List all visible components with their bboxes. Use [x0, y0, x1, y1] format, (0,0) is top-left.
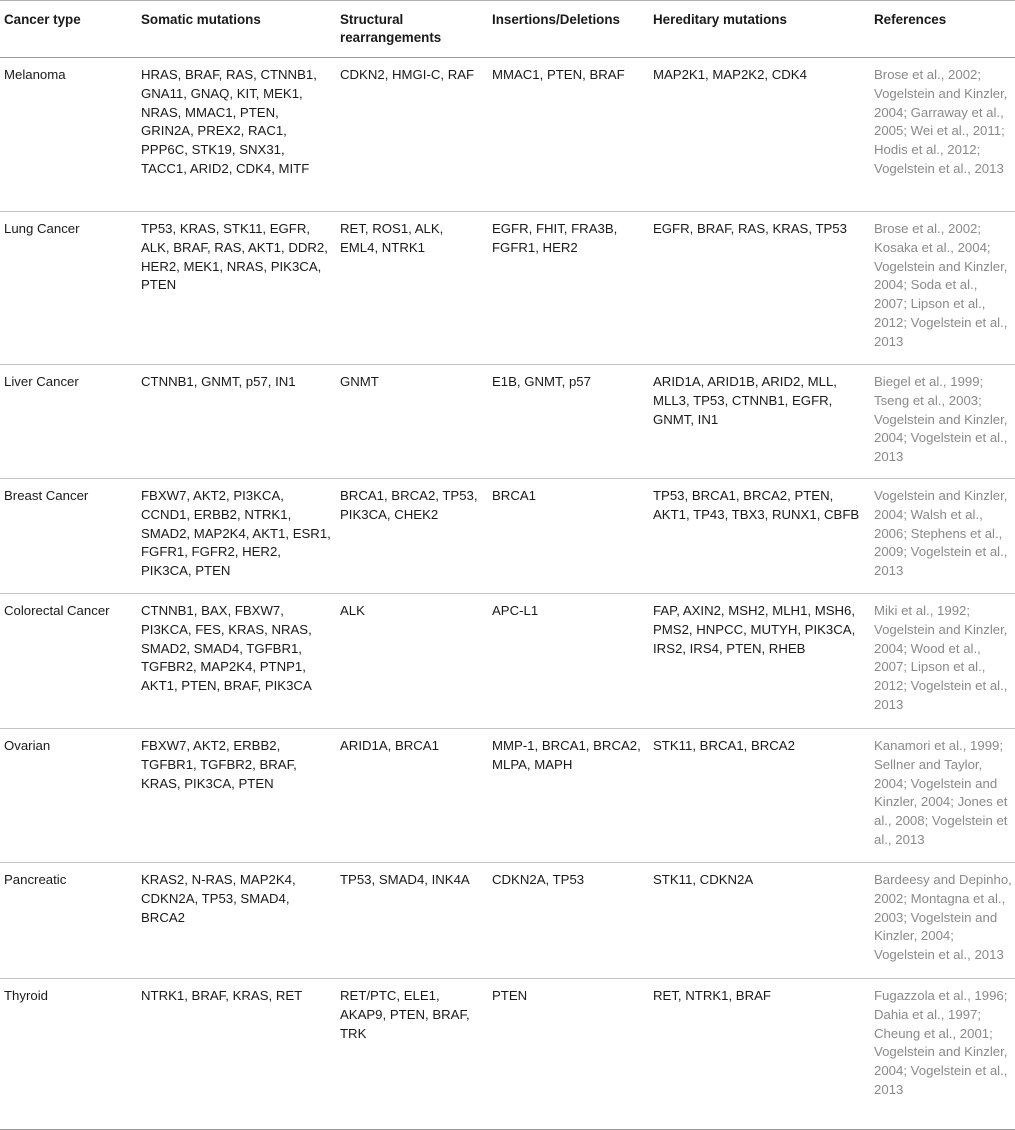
cell-references: Bardeesy and Depinho, 2002; Montagna et al., 2003; Vogelstein and Kinzler, 2004; Vogelstein et al., 2013 — [874, 872, 1012, 963]
cell-hereditary-mutations: STK11, CDKN2A — [653, 872, 754, 887]
cell-cancer-type: Liver Cancer — [4, 374, 79, 389]
cell-references: Biegel et al., 1999; Tseng et al., 2003; Vogelstein and Kinzler, 2004; Vogelstein et al., 2013 — [874, 374, 1008, 465]
cell-insertions-deletions: PTEN — [492, 988, 528, 1003]
cell-insertions-deletions: APC-L1 — [492, 603, 539, 618]
cell-cancer-type: Thyroid — [4, 988, 48, 1003]
header-structural-rearrangements: Structural rearrangements — [340, 12, 442, 45]
header-cancer-type: Cancer type — [4, 12, 81, 27]
cell-somatic-mutations: HRAS, BRAF, RAS, CTNNB1, GNA11, GNAQ, KIT, MEK1, NRAS, MMAC1, PTEN, GRIN2A, PREX2, RAC1, PPP6C, STK19, SNX31, TACC1, ARID2, CDK4, MITF — [141, 67, 317, 176]
header-row — [0, 1, 1015, 58]
cell-hereditary-mutations: FAP, AXIN2, MSH2, MLH1, MSH6, PMS2, HNPCC, MUTYH, PIK3CA, IRS2, IRS4, PTEN, RHEB — [653, 603, 856, 656]
cell-references: Kanamori et al., 1999; Sellner and Taylor, 2004; Vogelstein and Kinzler, 2004; Jones et al., 2008; Vogelstein et al., 2013 — [874, 738, 1008, 847]
cell-references: Brose et al., 2002; Vogelstein and Kinzler, 2004; Garraway et al., 2005; Wei et al., 2011; Hodis et al., 2012; Vogelstein et al., 2013 — [874, 67, 1008, 176]
table-header — [0, 1, 1015, 58]
cell-hereditary-mutations: MAP2K1, MAP2K2, CDK4 — [653, 67, 807, 82]
cell-somatic-mutations: CTNNB1, GNMT, p57, IN1 — [141, 374, 296, 389]
cell-structural-rearrangements: RET, ROS1, ALK, EML4, NTRK1 — [340, 221, 444, 255]
cell-structural-rearrangements: GNMT — [340, 374, 379, 389]
cell-structural-rearrangements: ALK — [340, 603, 365, 618]
cell-somatic-mutations: FBXW7, AKT2, PI3KCA, CCND1, ERBB2, NTRK1, SMAD2, MAP2K4, AKT1, ESR1, FGFR1, FGFR2, HER2, PIK3CA, PTEN — [141, 488, 331, 579]
cell-hereditary-mutations: RET, NTRK1, BRAF — [653, 988, 771, 1003]
cell-structural-rearrangements: RET/PTC, ELE1, AKAP9, PTEN, BRAF, TRK — [340, 988, 470, 1041]
cell-insertions-deletions: MMP-1, BRCA1, BRCA2, MLPA, MAPH — [492, 738, 641, 772]
cell-cancer-type: Breast Cancer — [4, 488, 89, 503]
cell-cancer-type: Colorectal Cancer — [4, 603, 110, 618]
cell-insertions-deletions: CDKN2A, TP53 — [492, 872, 585, 887]
cell-cancer-type: Melanoma — [4, 67, 66, 82]
table-row — [0, 58, 1015, 212]
cell-structural-rearrangements: ARID1A, BRCA1 — [340, 738, 439, 753]
cell-insertions-deletions: BRCA1 — [492, 488, 536, 503]
cell-references: Miki et al., 1992; Vogelstein and Kinzler, 2004; Wood et al., 2007; Lipson et al., 2012; Vogelstein et al., 2013 — [874, 603, 1008, 712]
cell-structural-rearrangements: TP53, SMAD4, INK4A — [340, 872, 470, 887]
cell-cancer-type: Ovarian — [4, 738, 51, 753]
cell-hereditary-mutations: ARID1A, ARID1B, ARID2, MLL, MLL3, TP53, CTNNB1, EGFR, GNMT, IN1 — [653, 374, 837, 427]
table-body — [0, 58, 1015, 1130]
cell-cancer-type: Lung Cancer — [4, 221, 80, 236]
cell-references: Vogelstein and Kinzler, 2004; Walsh et al., 2006; Stephens et al., 2009; Vogelstein et al., 2013 — [874, 488, 1008, 579]
cell-structural-rearrangements: BRCA1, BRCA2, TP53, PIK3CA, CHEK2 — [340, 488, 478, 522]
table-row — [0, 729, 1015, 863]
cell-cancer-type: Pancreatic — [4, 872, 67, 887]
cell-somatic-mutations: TP53, KRAS, STK11, EGFR, ALK, BRAF, RAS, AKT1, DDR2, HER2, MEK1, NRAS, PIK3CA, PTEN — [141, 221, 328, 293]
cell-somatic-mutations: CTNNB1, BAX, FBXW7, PI3KCA, FES, KRAS, NRAS, SMAD2, SMAD4, TGFBR1, TGFBR2, MAP2K4, PTNP1, AKT1, PTEN, BRAF, PIK3CA — [141, 603, 312, 694]
table-row — [0, 479, 1015, 594]
cell-insertions-deletions: E1B, GNMT, p57 — [492, 374, 591, 389]
header-somatic-mutations: Somatic mutations — [141, 12, 261, 27]
cell-references: Fugazzola et al., 1996; Dahia et al., 1997; Cheung et al., 2001; Vogelstein and Kinzler, 2004; Vogelstein et al., 2013 — [874, 988, 1008, 1097]
header-hereditary-mutations: Hereditary mutations — [653, 12, 787, 27]
table-row — [0, 594, 1015, 729]
cell-structural-rearrangements: CDKN2, HMGI-C, RAF — [340, 67, 475, 82]
cell-somatic-mutations: NTRK1, BRAF, KRAS, RET — [141, 988, 303, 1003]
cell-insertions-deletions: MMAC1, PTEN, BRAF — [492, 67, 625, 82]
cell-references: Brose et al., 2002; Kosaka et al., 2004; Vogelstein and Kinzler, 2004; Soda et al., 2007; Lipson et al., 2012; Vogelstein et al., 2013 — [874, 221, 1008, 349]
cell-hereditary-mutations: EGFR, BRAF, RAS, KRAS, TP53 — [653, 221, 847, 236]
cell-insertions-deletions: EGFR, FHIT, FRA3B, FGFR1, HER2 — [492, 221, 618, 255]
header-insertions-deletions: Insertions/Deletions — [492, 12, 620, 27]
cell-hereditary-mutations: TP53, BRCA1, BRCA2, PTEN, AKT1, TP43, TBX3, RUNX1, CBFB — [653, 488, 860, 522]
cell-hereditary-mutations: STK11, BRCA1, BRCA2 — [653, 738, 795, 753]
header-references: References — [874, 12, 947, 27]
table-row — [0, 979, 1015, 1130]
table-row — [0, 365, 1015, 479]
cell-somatic-mutations: KRAS2, N-RAS, MAP2K4, CDKN2A, TP53, SMAD4, BRCA2 — [141, 872, 296, 925]
table-row — [0, 863, 1015, 979]
table-row — [0, 212, 1015, 365]
cell-somatic-mutations: FBXW7, AKT2, ERBB2, TGFBR1, TGFBR2, BRAF, KRAS, PIK3CA, PTEN — [141, 738, 297, 791]
